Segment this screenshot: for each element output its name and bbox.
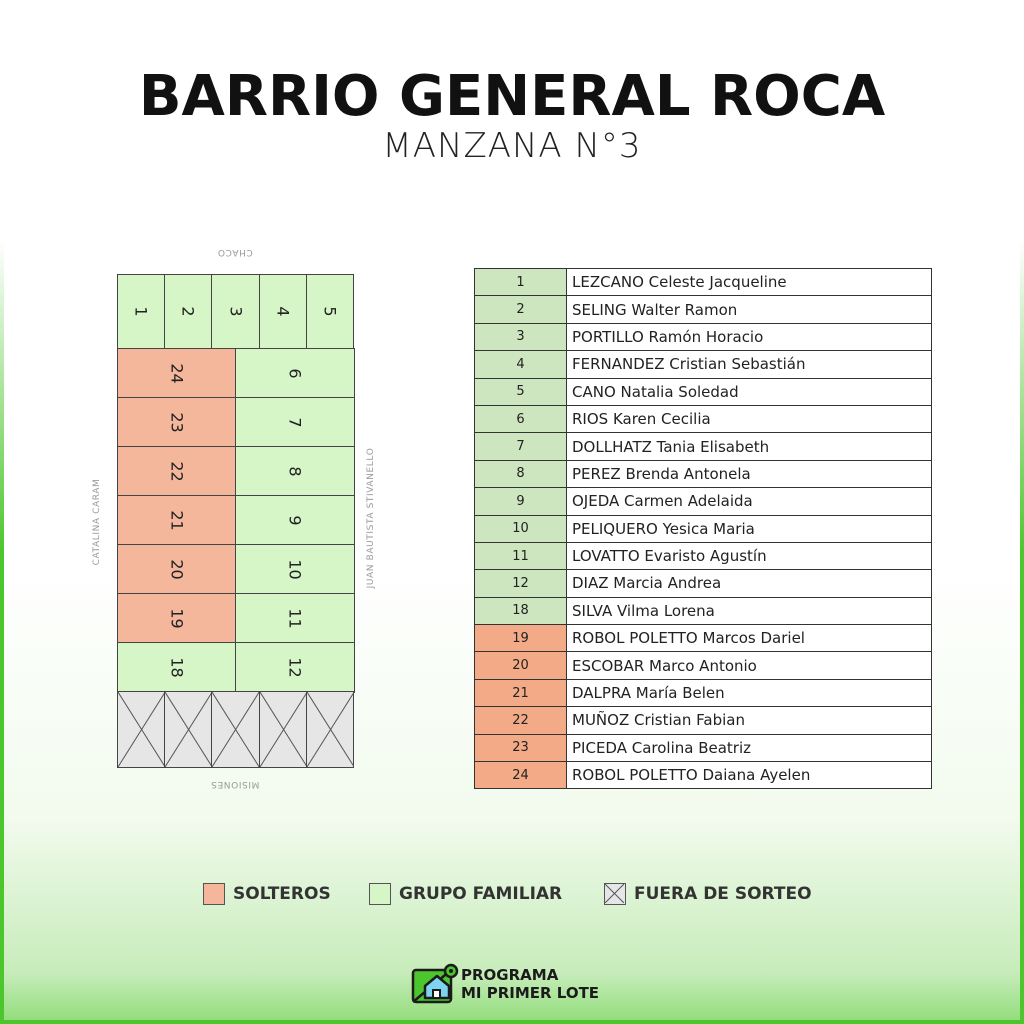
lot-number: 9 — [285, 515, 305, 526]
lot-number: 24 — [167, 363, 187, 384]
lot-number-cell: 1 — [475, 269, 567, 296]
street-label-left: CATALINA CARAM — [92, 478, 102, 566]
lot-18 — [117, 642, 237, 693]
excluded-lot — [259, 691, 308, 768]
excluded-lot — [306, 691, 355, 768]
lot-number: 19 — [167, 608, 187, 629]
owner-name-cell: DALPRA María Belen — [567, 679, 932, 706]
lot-number-cell: 21 — [475, 679, 567, 706]
street-label-right: JUAN BAUTISTA STIVANELLO — [366, 447, 376, 589]
table-row — [475, 433, 932, 460]
lot-24 — [117, 348, 237, 399]
lot-number: 8 — [285, 466, 305, 477]
lot-number-cell: 20 — [475, 652, 567, 679]
table-row — [475, 679, 932, 706]
lot-20 — [117, 544, 237, 595]
lot-number-cell: 7 — [475, 433, 567, 460]
table-row — [475, 323, 932, 350]
lot-number: 20 — [167, 559, 187, 580]
table-row — [475, 460, 932, 487]
lot-number-cell: 5 — [475, 378, 567, 405]
owner-name-cell: CANO Natalia Soledad — [567, 378, 932, 405]
lot-number: 5 — [320, 306, 340, 317]
lot-23 — [117, 397, 237, 448]
legend-item-fuera — [604, 883, 812, 905]
program-logo — [411, 962, 621, 1004]
owner-name-cell: ROBOL POLETTO Marcos Dariel — [567, 625, 932, 652]
lot-4 — [259, 274, 308, 350]
excluded-lot — [117, 691, 166, 768]
lot-number: 18 — [167, 657, 187, 678]
lot-number-cell: 18 — [475, 597, 567, 624]
owner-name-cell: ESCOBAR Marco Antonio — [567, 652, 932, 679]
lot-8 — [235, 446, 355, 497]
table-row — [475, 542, 932, 569]
owner-name-cell: PEREZ Brenda Antonela — [567, 460, 932, 487]
excluded-lot — [211, 691, 260, 768]
lot-number: 10 — [285, 559, 305, 580]
table-row — [475, 405, 932, 432]
table-row — [475, 488, 932, 515]
green-border-bottom — [0, 1020, 1024, 1024]
owner-name-cell: DIAZ Marcia Andrea — [567, 570, 932, 597]
legend-swatch-familiar — [369, 883, 391, 905]
page-title: BARRIO GENERAL ROCA — [138, 64, 886, 129]
lot-5 — [306, 274, 355, 350]
logo-line-1: PROGRAMA — [461, 966, 559, 984]
excluded-lot — [164, 691, 213, 768]
owner-name-cell: PELIQUERO Yesica Maria — [567, 515, 932, 542]
lot-6 — [235, 348, 355, 399]
table-row — [475, 652, 932, 679]
lot-number-cell: 22 — [475, 707, 567, 734]
owner-name-cell: SELING Walter Ramon — [567, 296, 932, 323]
owner-name-cell: SILVA Vilma Lorena — [567, 597, 932, 624]
legend-label-familiar: GRUPO FAMILIAR — [399, 884, 563, 904]
owner-name-cell: DOLLHATZ Tania Elisabeth — [567, 433, 932, 460]
lot-21 — [117, 495, 237, 546]
lot-number-cell: 24 — [475, 762, 567, 789]
table-row — [475, 351, 932, 378]
lot-number-cell: 2 — [475, 296, 567, 323]
owner-name-cell: LOVATTO Evaristo Agustín — [567, 542, 932, 569]
lot-number-cell: 10 — [475, 515, 567, 542]
lot-number-cell: 11 — [475, 542, 567, 569]
lot-number-cell: 4 — [475, 351, 567, 378]
lot-number-cell: 8 — [475, 460, 567, 487]
lot-1 — [117, 274, 166, 350]
lot-number-cell: 19 — [475, 625, 567, 652]
legend-label-fuera: FUERA DE SORTEO — [634, 884, 812, 904]
lot-number-cell: 23 — [475, 734, 567, 761]
lot-number-cell: 3 — [475, 323, 567, 350]
table-row — [475, 734, 932, 761]
block-map — [117, 274, 353, 766]
page-subtitle: MANZANA N°3 — [382, 126, 642, 166]
assignment-table — [474, 268, 932, 789]
lot-12 — [235, 642, 355, 693]
owner-name-cell: OJEDA Carmen Adelaida — [567, 488, 932, 515]
lot-number-cell: 6 — [475, 405, 567, 432]
street-label-bottom: MISIONES — [210, 779, 260, 789]
owner-name-cell: LEZCANO Celeste Jacqueline — [567, 269, 932, 296]
table-row — [475, 762, 932, 789]
lot-number: 2 — [179, 306, 199, 317]
table-row — [475, 378, 932, 405]
logo-line-2: MI PRIMER LOTE — [461, 984, 600, 1002]
street-label-top: CHACO — [217, 247, 253, 257]
lot-10 — [235, 544, 355, 595]
owner-name-cell: FERNANDEZ Cristian Sebastián — [567, 351, 932, 378]
lot-number: 4 — [273, 306, 293, 317]
lot-number: 12 — [285, 657, 305, 678]
lot-number: 6 — [285, 368, 305, 379]
lot-9 — [235, 495, 355, 546]
lot-11 — [235, 593, 355, 644]
owner-name-cell: RIOS Karen Cecilia — [567, 405, 932, 432]
table-row — [475, 707, 932, 734]
legend-label-solteros: SOLTEROS — [233, 884, 331, 904]
lot-3 — [211, 274, 260, 350]
table-row — [475, 625, 932, 652]
lot-number: 1 — [131, 306, 151, 317]
lot-19 — [117, 593, 237, 644]
legend-swatch-fuera — [604, 883, 626, 905]
owner-name-cell: PICEDA Carolina Beatriz — [567, 734, 932, 761]
legend — [0, 883, 1024, 909]
lot-number-cell: 12 — [475, 570, 567, 597]
lot-number: 11 — [285, 608, 305, 629]
table-row — [475, 269, 932, 296]
lot-number: 23 — [167, 412, 187, 433]
house-with-map-pin-icon — [411, 962, 459, 1004]
table-row — [475, 570, 932, 597]
owner-name-cell: MUÑOZ Cristian Fabian — [567, 707, 932, 734]
lot-2 — [164, 274, 213, 350]
owner-name-cell: PORTILLO Ramón Horacio — [567, 323, 932, 350]
lot-number: 21 — [167, 510, 187, 531]
lot-number: 7 — [285, 417, 305, 428]
lot-number: 22 — [167, 461, 187, 482]
table-row — [475, 597, 932, 624]
table-row — [475, 515, 932, 542]
table-row — [475, 296, 932, 323]
owner-name-cell: ROBOL POLETTO Daiana Ayelen — [567, 762, 932, 789]
legend-swatch-solteros — [203, 883, 225, 905]
lot-7 — [235, 397, 355, 448]
legend-item-familiar — [369, 883, 562, 905]
lot-number: 3 — [226, 306, 246, 317]
lot-number-cell: 9 — [475, 488, 567, 515]
legend-item-solteros — [203, 883, 331, 905]
lot-22 — [117, 446, 237, 497]
